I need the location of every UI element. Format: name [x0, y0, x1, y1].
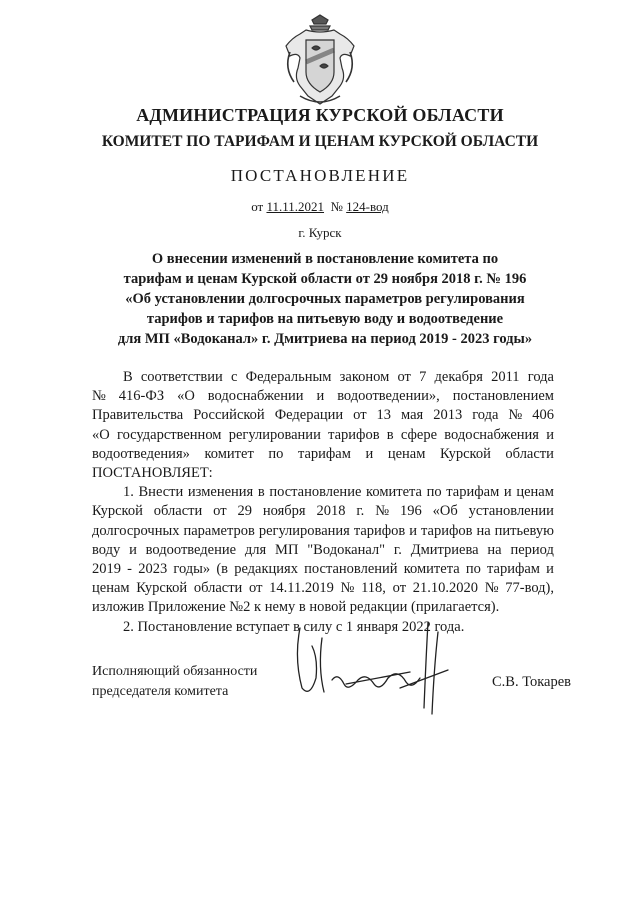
word: параметров: [183, 522, 255, 539]
word: и: [546, 561, 554, 578]
word: установлении: [468, 503, 554, 520]
word: с: [230, 369, 238, 385]
word: и: [129, 541, 137, 558]
document-body: [92, 368, 554, 637]
subject-line: для МП «Водоканал» г. Дмитриева на период 2019 - 2023 годы»: [117, 331, 533, 347]
word: питьевую: [494, 522, 554, 539]
body-line: [92, 522, 554, 541]
word: -: [127, 561, 133, 578]
word: декабря: [434, 369, 483, 385]
document-date: 11.11.2021: [266, 199, 325, 214]
word: водоснабжения: [444, 426, 539, 443]
word: в: [257, 484, 265, 501]
body-line: [92, 406, 554, 425]
word: года: [472, 407, 499, 424]
word: редакциях: [234, 561, 298, 578]
word: от: [353, 407, 367, 424]
subject-line: тарифов и тарифов на питьевую воду и водоотведение: [146, 311, 504, 327]
signatory-name: С.В. Токарев: [492, 674, 572, 690]
city-line: г. Курск: [298, 225, 342, 240]
word: постановлений: [304, 561, 398, 578]
word: Российской: [193, 407, 265, 424]
word: 2019: [92, 561, 121, 578]
word: ценам: [92, 580, 130, 597]
word: тарифов: [353, 522, 406, 539]
word: Курской: [440, 445, 491, 462]
word: 29: [237, 503, 252, 520]
word: комитета: [403, 561, 460, 578]
word: на: [476, 522, 491, 539]
word: период: [510, 541, 554, 558]
word: тарифам: [446, 484, 500, 501]
word: Федеральным: [245, 369, 332, 385]
word: МП: [275, 541, 299, 558]
word: от: [392, 580, 407, 597]
word: и: [316, 388, 325, 405]
position-line: председателя комитета: [92, 684, 229, 699]
word: государственном: [116, 426, 222, 443]
word: 1.: [123, 484, 134, 501]
word: от: [213, 503, 227, 520]
word: 21.10.2020: [412, 580, 478, 597]
word: 118,: [361, 580, 386, 597]
word: годы»: [173, 561, 211, 578]
word: Курской: [92, 503, 143, 520]
word: №: [375, 503, 390, 520]
word: "Водоканал": [307, 541, 386, 558]
word: мая: [401, 407, 424, 424]
word: от: [397, 369, 411, 385]
word: Федерации: [274, 407, 344, 424]
word: ценам: [387, 445, 426, 462]
document-date-number: [0, 199, 640, 215]
number-label: №: [330, 199, 343, 214]
word: Курской: [136, 580, 188, 597]
date-label: от: [251, 199, 264, 214]
word: №: [484, 580, 499, 597]
word: водоотведении»,: [337, 388, 440, 405]
word: в: [386, 426, 394, 443]
body-line: [92, 502, 554, 521]
word: области: [505, 445, 554, 462]
word: 13: [376, 407, 392, 424]
subject-line: «Об установлении долгосрочных параметров регулирования: [125, 291, 525, 307]
word: №: [340, 580, 355, 597]
word: на: [487, 541, 502, 558]
word: водоснабжении: [207, 388, 304, 405]
word: 2018: [316, 503, 346, 520]
body-line: [92, 483, 554, 502]
signatory-position: [92, 662, 257, 702]
word: Внести: [138, 484, 184, 501]
body-line: [92, 426, 554, 445]
word: года: [527, 369, 554, 385]
word: изменения: [187, 484, 254, 501]
word: сфере: [400, 426, 438, 443]
word: №: [508, 407, 523, 424]
word: 7: [419, 369, 427, 385]
subject-line: О внесении изменений в постановление комитета по: [151, 251, 499, 267]
word: области: [193, 580, 243, 597]
body-line: 2. Постановление вступает в силу с 1 января 2022 года.: [123, 618, 465, 635]
word: «О: [177, 388, 195, 405]
body-line: [92, 445, 554, 464]
word: области: [153, 503, 203, 520]
word: 14.11.2019: [269, 580, 334, 597]
word: тарифов: [328, 426, 380, 443]
body-line: [92, 387, 554, 406]
word: соответствии: [140, 369, 223, 385]
word: 2013: [433, 407, 463, 424]
word: воду: [92, 541, 121, 558]
word: и: [503, 484, 512, 501]
word: комитет: [204, 445, 254, 462]
word: г.: [356, 503, 365, 520]
position-line: Исполняющий обязанности: [92, 664, 258, 679]
word: тарифам: [297, 445, 351, 462]
word: постановление: [269, 484, 362, 501]
handwritten-signature: [288, 618, 458, 718]
word: Дмитриева: [410, 541, 479, 558]
word: В: [123, 369, 133, 385]
word: долгосрочных: [92, 522, 180, 539]
coat-of-arms-emblem: [276, 12, 364, 108]
word: (в: [216, 561, 229, 578]
body-line-resolves: ПОСТАНОВЛЯЕТ:: [92, 465, 213, 482]
word: регулирования: [258, 522, 350, 539]
word: и: [409, 522, 418, 539]
administration-heading: АДМИНИСТРАЦИЯ КУРСКОЙ ОБЛАСТИ: [136, 105, 504, 125]
subject-line: тарифам и ценам Курской области от 29 ноября 2018 г. № 196: [123, 271, 527, 287]
word: и: [365, 445, 374, 462]
body-line: [92, 541, 554, 560]
word: и: [546, 426, 554, 443]
word: «Об: [432, 503, 458, 520]
word: по: [268, 445, 284, 462]
body-line: [92, 368, 554, 387]
word: тарифов: [421, 522, 473, 539]
word: постановлением: [452, 388, 554, 405]
word: законом: [339, 369, 390, 385]
word: г.: [393, 541, 402, 558]
word: 77-вод),: [505, 580, 554, 597]
word: от: [249, 580, 263, 597]
word: ценам: [516, 484, 554, 501]
word: регулировании: [228, 426, 321, 443]
word: водоотведение: [145, 541, 237, 558]
word: ноября: [262, 503, 306, 520]
word: по: [426, 484, 442, 501]
body-line: [92, 560, 554, 579]
word: №: [92, 388, 106, 405]
word: комитета: [366, 484, 422, 501]
word: для: [244, 541, 267, 558]
committee-heading: КОМИТЕТ ПО ТАРИФАМ И ЦЕНАМ КУРСКОЙ ОБЛАСТИ: [101, 133, 539, 150]
word: тарифам: [487, 561, 540, 578]
word: водоотведения»: [92, 445, 190, 462]
word: «О: [92, 426, 110, 443]
document-type-title: ПОСТАНОВЛЕНИЕ: [230, 166, 410, 185]
document-number: 124-вод: [346, 199, 389, 214]
document-subject: [90, 249, 560, 349]
word: 406: [532, 407, 554, 424]
word: по: [465, 561, 481, 578]
body-line: изложив Приложение №2 к нему в новой редакции (прилагается).: [92, 599, 500, 616]
body-line: [92, 579, 554, 598]
word: Правительства: [92, 407, 184, 424]
word: 196: [399, 503, 422, 520]
word: 2023: [138, 561, 168, 578]
word: 2011: [491, 369, 520, 385]
word: 416-ФЗ: [118, 388, 165, 405]
